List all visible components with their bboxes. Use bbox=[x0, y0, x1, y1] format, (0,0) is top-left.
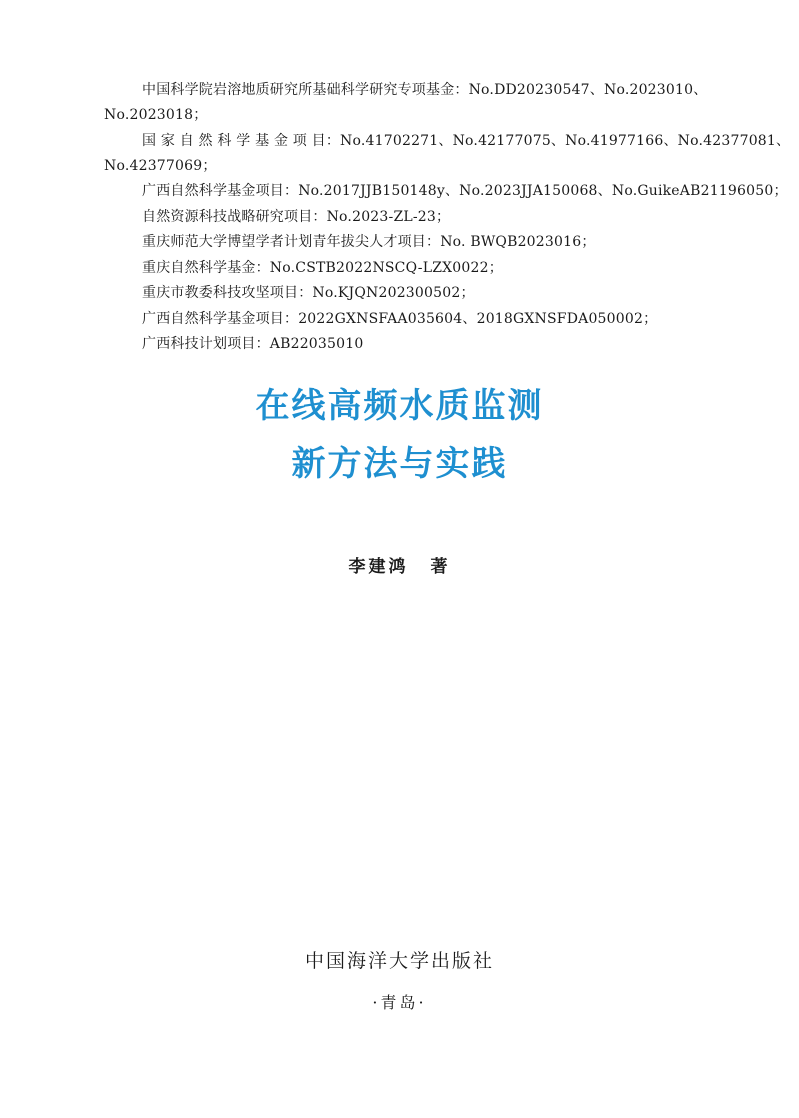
funding-line: 广西科技计划项目：AB22035010 bbox=[142, 336, 364, 352]
funding-line: No.2023018； bbox=[104, 107, 208, 123]
book-title-line-2: 新方法与实践 bbox=[291, 444, 508, 484]
funding-line: 广西自然科学基金项目：No.2017JJB150148y、No.2023JJA150068、No.GuikeAB21196050； bbox=[142, 183, 788, 199]
author-line bbox=[0, 552, 799, 577]
funding-line: 国 家 自 然 科 学 基 金 项 目：No.41702271、No.42177075、No.41977166、No.42377081、 bbox=[142, 133, 791, 149]
funding-line: 重庆师范大学博望学者计划青年拔尖人才项目：No. BWQB2023016； bbox=[142, 234, 596, 250]
author-name: 李建鸿 bbox=[348, 557, 409, 577]
funding-line: No.42377069； bbox=[104, 158, 217, 174]
funding-line: 中国科学院岩溶地质研究所基础科学研究专项基金：No.DD20230547、No.2023010、 bbox=[142, 82, 708, 98]
book-title-line-1: 在线高频水质监测 bbox=[255, 386, 544, 426]
publisher-name: 中国海洋大学出版社 bbox=[304, 950, 494, 972]
publisher-city: ·青岛· bbox=[372, 993, 427, 1012]
funding-line: 重庆市教委科技攻坚项目：No.KJQN202300502； bbox=[142, 285, 475, 301]
author-role: 著 bbox=[430, 557, 451, 577]
funding-line: 重庆自然科学基金：No.CSTB2022NSCQ-LZX0022； bbox=[142, 260, 503, 276]
funding-line: 自然资源科技战略研究项目：No.2023-ZL-23； bbox=[142, 209, 451, 225]
funding-line: 广西自然科学基金项目：2022GXNSFAA035604、2018GXNSFDA050002； bbox=[142, 311, 658, 327]
